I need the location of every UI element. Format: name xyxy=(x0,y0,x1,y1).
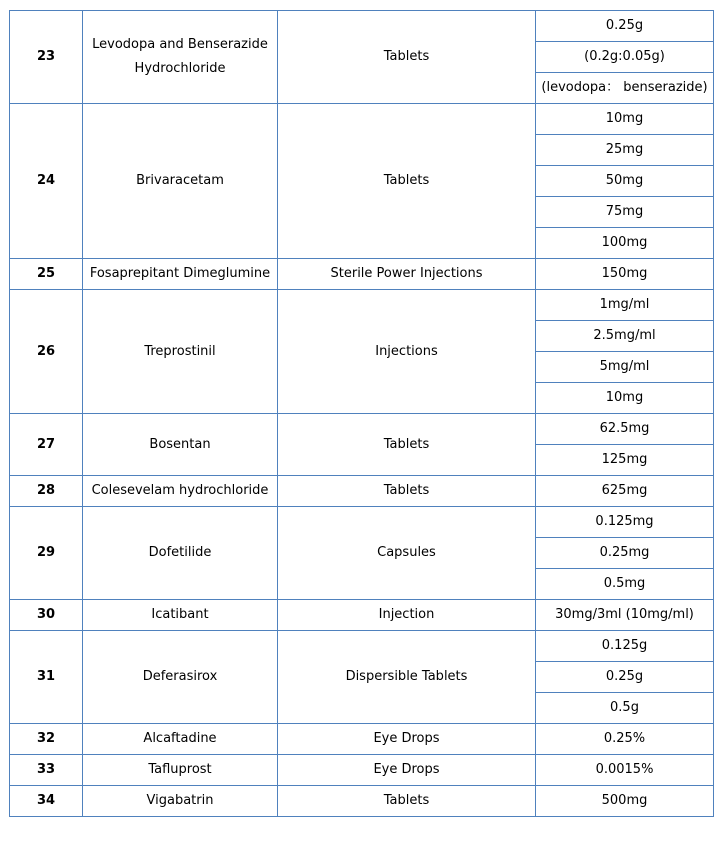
specification: 625mg xyxy=(536,476,714,507)
drug-name: Vigabatrin xyxy=(83,786,278,817)
drug-name: Alcaftadine xyxy=(83,724,278,755)
specification: 125mg xyxy=(536,445,714,476)
table-row xyxy=(10,724,714,755)
specification: 0.0015% xyxy=(536,755,714,786)
table-row xyxy=(10,786,714,817)
dosage-form: Tablets xyxy=(278,104,536,259)
specification: 0.25mg xyxy=(536,538,714,569)
specification: 62.5mg xyxy=(536,414,714,445)
dosage-form: Tablets xyxy=(278,476,536,507)
specification: 0.25g xyxy=(536,11,714,42)
specification: (levodopa： benserazide) xyxy=(536,73,714,104)
table-body xyxy=(10,11,714,817)
dosage-form: Sterile Power Injections xyxy=(278,259,536,290)
table-row xyxy=(10,476,714,507)
specification: 0.5mg xyxy=(536,569,714,600)
row-number: 34 xyxy=(10,786,83,817)
dosage-form: Capsules xyxy=(278,507,536,600)
dosage-form: Injections xyxy=(278,290,536,414)
drug-name: Levodopa and Benserazide Hydrochloride xyxy=(83,11,278,104)
drug-name: Treprostinil xyxy=(83,290,278,414)
table-row xyxy=(10,600,714,631)
row-number: 29 xyxy=(10,507,83,600)
row-number: 25 xyxy=(10,259,83,290)
specification: 0.25g xyxy=(536,662,714,693)
specification: 10mg xyxy=(536,104,714,135)
dosage-form: Tablets xyxy=(278,11,536,104)
specification: 150mg xyxy=(536,259,714,290)
dosage-form: Tablets xyxy=(278,414,536,476)
specification: 1mg/ml xyxy=(536,290,714,321)
dosage-form: Eye Drops xyxy=(278,724,536,755)
dosage-form: Injection xyxy=(278,600,536,631)
specification: (0.2g:0.05g) xyxy=(536,42,714,73)
row-number: 27 xyxy=(10,414,83,476)
dosage-form: Eye Drops xyxy=(278,755,536,786)
table-row xyxy=(10,11,714,42)
table-row xyxy=(10,631,714,662)
table-row xyxy=(10,290,714,321)
row-number: 26 xyxy=(10,290,83,414)
specification: 0.5g xyxy=(536,693,714,724)
drug-name: Fosaprepitant Dimeglumine xyxy=(83,259,278,290)
table-row xyxy=(10,259,714,290)
table-row xyxy=(10,414,714,445)
table-row xyxy=(10,507,714,538)
specification: 50mg xyxy=(536,166,714,197)
row-number: 28 xyxy=(10,476,83,507)
drug-specification-table xyxy=(9,10,714,817)
specification: 100mg xyxy=(536,228,714,259)
specification: 2.5mg/ml xyxy=(536,321,714,352)
row-number: 33 xyxy=(10,755,83,786)
specification: 75mg xyxy=(536,197,714,228)
drug-name: Icatibant xyxy=(83,600,278,631)
specification: 0.125g xyxy=(536,631,714,662)
specification: 25mg xyxy=(536,135,714,166)
drug-name: Tafluprost xyxy=(83,755,278,786)
dosage-form: Tablets xyxy=(278,786,536,817)
drug-name: Dofetilide xyxy=(83,507,278,600)
drug-name: Deferasirox xyxy=(83,631,278,724)
row-number: 31 xyxy=(10,631,83,724)
row-number: 24 xyxy=(10,104,83,259)
row-number: 30 xyxy=(10,600,83,631)
specification: 0.25% xyxy=(536,724,714,755)
row-number: 32 xyxy=(10,724,83,755)
table-row xyxy=(10,755,714,786)
table-row xyxy=(10,104,714,135)
specification: 5mg/ml xyxy=(536,352,714,383)
drug-name: Bosentan xyxy=(83,414,278,476)
specification: 30mg/3ml (10mg/ml) xyxy=(536,600,714,631)
specification: 10mg xyxy=(536,383,714,414)
drug-name: Brivaracetam xyxy=(83,104,278,259)
drug-name: Colesevelam hydrochloride xyxy=(83,476,278,507)
specification: 500mg xyxy=(536,786,714,817)
specification: 0.125mg xyxy=(536,507,714,538)
row-number: 23 xyxy=(10,11,83,104)
dosage-form: Dispersible Tablets xyxy=(278,631,536,724)
